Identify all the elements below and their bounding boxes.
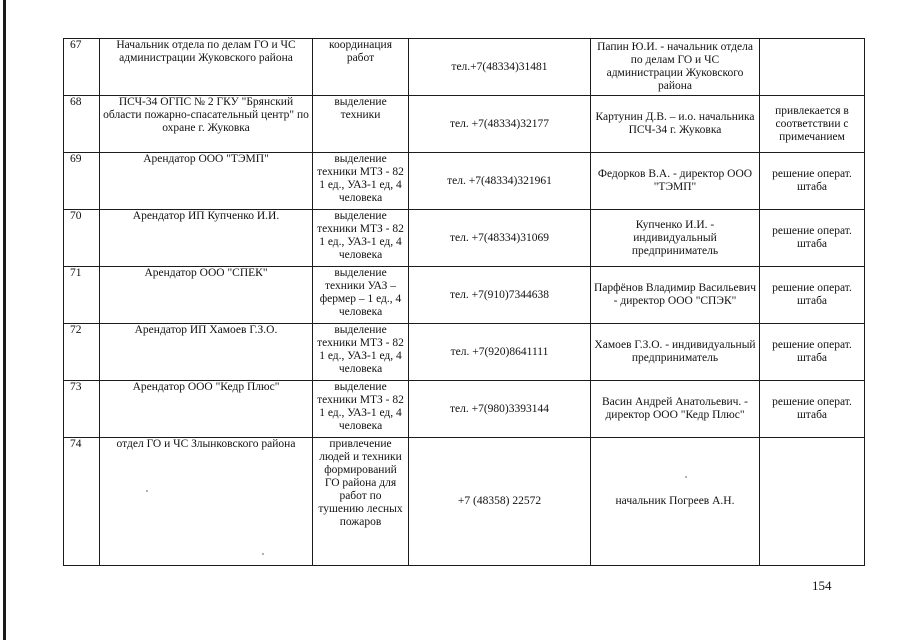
- scan-speck: [262, 553, 264, 555]
- role-cell: выделение техники МТЗ - 82 1 ед., УАЗ-1 ед, 4 человека: [313, 210, 409, 267]
- note-cell: решение операт. штаба: [760, 324, 865, 381]
- contacts-table: [63, 38, 865, 566]
- contact-person-cell: Картунин Д.В. – и.о. начальника ПСЧ-34 г. Жуковка: [591, 96, 760, 153]
- contact-person-cell: Купченко И.И. - индивидуальный предприниматель: [591, 210, 760, 267]
- note-cell: привлекается в соответствии с примечанием: [760, 96, 865, 153]
- note-cell: [760, 438, 865, 566]
- scan-edge-line: [3, 0, 6, 640]
- row-number-cell: 71: [64, 267, 100, 324]
- phone-cell: +7 (48358) 22572: [409, 438, 591, 566]
- row-number-cell: 70: [64, 210, 100, 267]
- role-cell: выделение техники МТЗ - 82 1 ед., УАЗ-1 ед, 4 человека: [313, 324, 409, 381]
- organization-cell: отдел ГО и ЧС Злынковского района: [100, 438, 313, 566]
- phone-cell: тел. +7(48334)321961: [409, 153, 591, 210]
- note-cell: [760, 39, 865, 96]
- table-row: [64, 324, 865, 381]
- row-number-cell: 73: [64, 381, 100, 438]
- phone-cell: тел. +7(980)3393144: [409, 381, 591, 438]
- contact-person-cell: Хамоев Г.З.О. - индивидуальный предприниматель: [591, 324, 760, 381]
- phone-cell: тел.+7(48334)31481: [409, 39, 591, 96]
- row-number-cell: 67: [64, 39, 100, 96]
- contact-person-cell: Васин Андрей Анатольевич. - директор ООО "Кедр Плюс": [591, 381, 760, 438]
- organization-cell: Арендатор ИП Хамоев Г.З.О.: [100, 324, 313, 381]
- scan-speck: [146, 490, 148, 492]
- table-row: [64, 381, 865, 438]
- table-row: [64, 39, 865, 96]
- row-number-cell: 74: [64, 438, 100, 566]
- phone-cell: тел. +7(48334)31069: [409, 210, 591, 267]
- organization-cell: Арендатор ООО "ТЭМП": [100, 153, 313, 210]
- contact-person-cell: начальник Погреев А.Н.: [591, 438, 760, 566]
- phone-cell: тел. +7(910)7344638: [409, 267, 591, 324]
- role-cell: выделение техники: [313, 96, 409, 153]
- note-cell: решение операт. штаба: [760, 381, 865, 438]
- row-number-cell: 69: [64, 153, 100, 210]
- note-cell: решение операт. штаба: [760, 153, 865, 210]
- table-row: [64, 153, 865, 210]
- table-row: [64, 96, 865, 153]
- row-number-cell: 72: [64, 324, 100, 381]
- contact-person-cell: Парфёнов Владимир Васильевич - директор ООО "СПЭК": [591, 267, 760, 324]
- organization-cell: Начальник отдела по делам ГО и ЧС администрации Жуковского района: [100, 39, 313, 96]
- contact-person-cell: Папин Ю.И. - начальник отдела по делам ГО и ЧС администрации Жуковского района: [591, 39, 760, 96]
- table-row: [64, 210, 865, 267]
- role-cell: привлечение людей и техники формирований ГО района для работ по тушению лесных пожаров: [313, 438, 409, 566]
- organization-cell: Арендатор ИП Купченко И.И.: [100, 210, 313, 267]
- note-cell: решение операт. штаба: [760, 210, 865, 267]
- contact-person-cell: Федорков В.А. - директор ООО "ТЭМП": [591, 153, 760, 210]
- row-number-cell: 68: [64, 96, 100, 153]
- organization-cell: Арендатор ООО "Кедр Плюс": [100, 381, 313, 438]
- role-cell: выделение техники УАЗ – фермер – 1 ед., 4 человека: [313, 267, 409, 324]
- table-row: [64, 267, 865, 324]
- phone-cell: тел. +7(920)8641111: [409, 324, 591, 381]
- role-cell: выделение техники МТЗ - 82 1 ед., УАЗ-1 ед, 4 человека: [313, 381, 409, 438]
- phone-cell: тел. +7(48334)32177: [409, 96, 591, 153]
- organization-cell: Арендатор ООО "СПЕК": [100, 267, 313, 324]
- note-cell: решение операт. штаба: [760, 267, 865, 324]
- organization-cell: ПСЧ-34 ОГПС № 2 ГКУ "Брянский области пожарно-спасательный центр" по охране г. Жуковка: [100, 96, 313, 153]
- table-body: [64, 39, 865, 566]
- role-cell: координация работ: [313, 39, 409, 96]
- table-row: [64, 438, 865, 566]
- role-cell: выделение техники МТЗ - 82 1 ед., УАЗ-1 ед, 4 человека: [313, 153, 409, 210]
- page-number: 154: [812, 578, 832, 593]
- scan-speck: [685, 476, 687, 478]
